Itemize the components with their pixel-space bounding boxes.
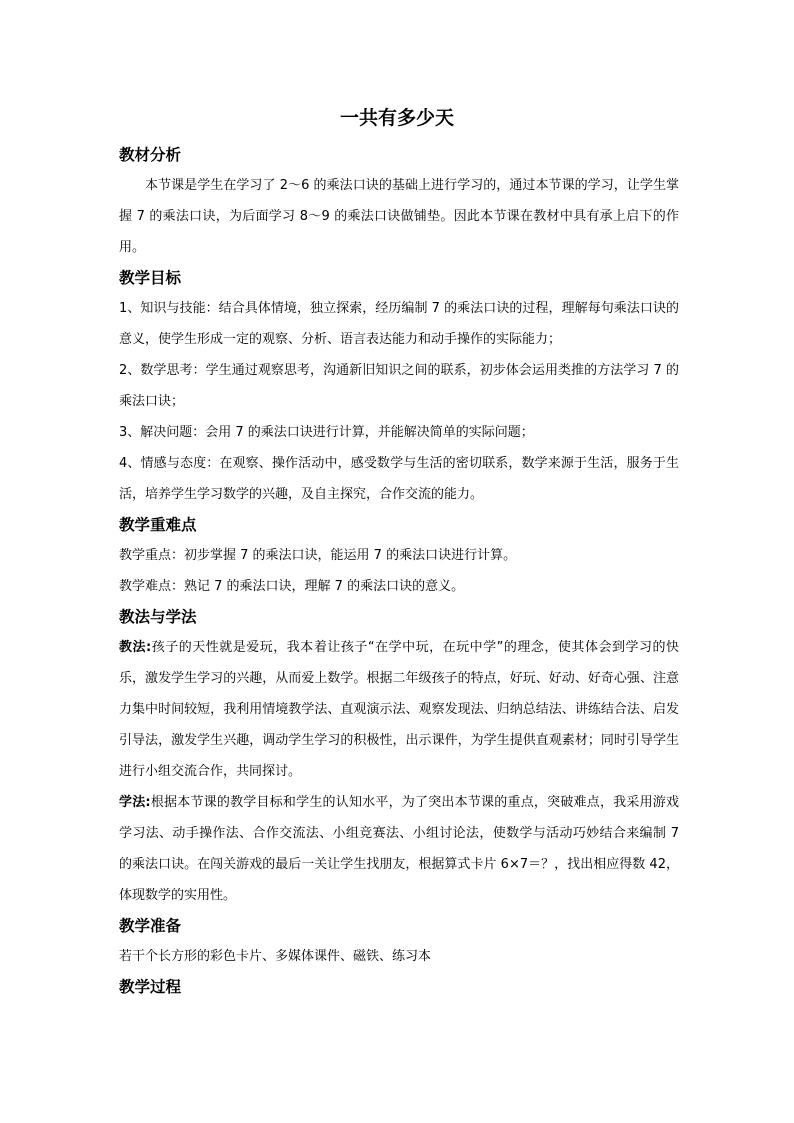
section-heading-process: 教学过程 [119,978,182,996]
goal-item: 4、情感与态度：在观察、操作活动中，感受数学与生活的密切联系，数学来源于生活，服务于生活，培养学生学习数学的兴趣，及自主探究，合作交流的能力。 [119,456,679,502]
section-heading-keypoints: 教学重难点 [119,516,197,534]
section-heading-methods: 教法与学法 [119,608,197,626]
preparation-text: 若干个长方形的彩色卡片、多媒体课件、磁铁、练习本 [119,949,432,964]
goal-item: 3、解决问题：会用 7 的乘法口诀进行计算，并能解决简单的实际问题； [119,425,534,440]
teaching-method-paragraph [119,632,679,787]
goal-item: 2、数学思考：学生通过观察思考，沟通新旧知识之间的联系，初步体会运用类推的方法学习 7 的乘法口诀； [119,363,679,409]
learning-method-label: 学法: [119,795,151,810]
analysis-paragraph: 本节课是学生在学习了 2～6 的乘法口诀的基础上进行学习的，通过本节课的学习，让学生掌握 7 的乘法口诀，为后面学习 8～9 的乘法口诀做铺垫。因此本节课在教材中具有承上启下的作用。 [119,178,679,255]
learning-method-paragraph [119,787,679,911]
document-body [119,140,679,1002]
teaching-method-text: 孩子的天性就是爱玩，我本着让孩子“在学中玩，在玩中学”的理念，使其体会到学习的快乐，激发学生学习的兴趣，从而爱上数学。根据二年级孩子的特点，好玩、好动、好奇心强、注意力集中时间较短，我利用情境教学法、直观演示法、观察发现法、归纳总结法、讲练结合法、启发引导法，激发学生兴趣，调动学生学习的积极性，出示课件，为学生提供直观素材；同时引导学生进行小组交流合作，共同探讨。 [119,640,679,779]
teaching-method-label: 教法: [119,640,152,655]
section-heading-preparation: 教学准备 [119,917,182,935]
section-heading-analysis: 教材分析 [119,146,182,164]
goal-item: 1、知识与技能：结合具体情境，独立探索，经历编制 7 的乘法口诀的过程，理解每句乘法口诀的意义，使学生形成一定的观察、分析、语言表达能力和动手操作的实际能力； [119,301,679,347]
learning-method-text: 根据本节课的教学目标和学生的认知水平，为了突出本节课的重点，突破难点，我采用游戏学习法、动手操作法、合作交流法、小组竞赛法、小组讨论法，使数学与活动巧妙结合来编制 7 的乘法口诀。在闯关游戏的最后一关让学生找朋友，根据算式卡片 6×7＝？，找出相应得数 42，体现数学的实用性。 [119,795,679,903]
document-title: 一共有多少天 [339,107,454,129]
difficulty-item: 教学难点：熟记 7 的乘法口诀，理解 7 的乘法口诀的意义。 [119,579,465,594]
key-point-item: 教学重点：初步掌握 7 的乘法口诀，能运用 7 的乘法口诀进行计算。 [119,548,517,563]
section-heading-goals: 教学目标 [119,269,182,287]
